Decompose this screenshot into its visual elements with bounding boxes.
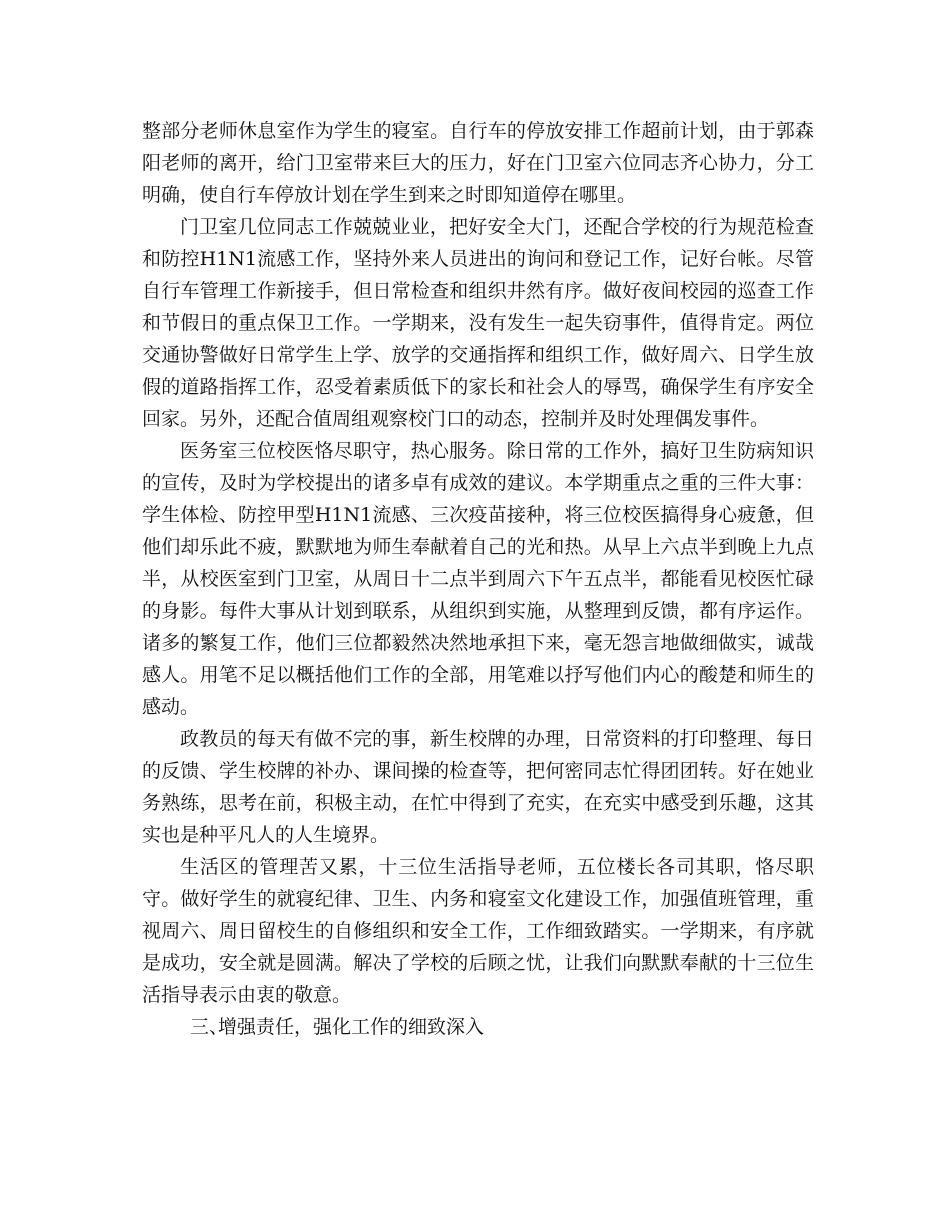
section-heading-text: 增强责任，强化工作的细致深入 bbox=[218, 1016, 485, 1038]
section-heading-number: 三、 bbox=[190, 1016, 229, 1038]
paragraph-clinic: 医务室三位校医恪尽职守，热心服务。除日常的工作外，搞好卫生防病知识的宣传，及时为学校提出的诸多卓有成效的建议。本学期重点之重的三件大事：学生体检、防控甲型H1N1流感、三次疫苗接种，将三位校医搞得身心疲惫，但他们却乐此不疲，默默地为师生奉献着自己的光和热。从早上六点半到晚上九点半，从校医室到门卫室，从周日十二点半到周六下午五点半，都能看见校医忙碌的身影。每件大事从计划到联系，从组织到实施，从整理到反馈，都有序运作。诸多的繁复工作，他们三位都毅然决然地承担下来，毫无怨言地做细做实，诚哉感人。用笔不足以概括他们工作的全部，用笔难以抒写他们内心的酸楚和师生的感动。 bbox=[142, 440, 814, 718]
section-heading bbox=[142, 1011, 814, 1043]
paragraph-continued: 整部分老师休息室作为学生的寝室。自行车的停放安排工作超前计划，由于郭森阳老师的离开，给门卫室带来巨大的压力，好在门卫室六位同志齐心协力，分工明确，使自行车停放计划在学生到来之时即知道停在哪里。 bbox=[142, 120, 814, 206]
paragraph-gatehouse: 门卫室几位同志工作兢兢业业，把好安全大门，还配合学校的行为规范检查和防控H1N1流感工作，坚持外来人员进出的询问和登记工作，记好台帐。尽管自行车管理工作新接手，但日常检查和组织井然有序。做好夜间校园的巡查工作和节假日的重点保卫工作。一学期来，没有发生一起失窃事件，值得肯定。两位交通协警做好日常学生上学、放学的交通指挥和组织工作，做好周六、日学生放假的道路指挥工作，忍受着素质低下的家长和社会人的辱骂，确保学生有序安全回家。另外，还配合值周组观察校门口的动态，控制并及时处理偶发事件。 bbox=[142, 216, 814, 430]
paragraph-living-area: 生活区的管理苦又累，十三位生活指导老师，五位楼长各司其职，恪尽职守。做好学生的就寝纪律、卫生、内务和寝室文化建设工作，加强值班管理，重视周六、周日留校生的自修组织和安全工作，工作细致踏实。一学期来，有序就是成功，安全就是圆满。解决了学校的后顾之忧，让我们向默默奉献的十三位生活指导表示由衷的敬意。 bbox=[142, 856, 814, 1006]
paragraph-political-staff: 政教员的每天有做不完的事，新生校牌的办理，日常资料的打印整理、每日的反馈、学生校牌的补办、课间操的检查等，把何密同志忙得团团转。好在她业务熟练，思考在前，积极主动，在忙中得到了充实，在充实中感受到乐趣，这其实也是种平凡人的人生境界。 bbox=[142, 728, 814, 846]
document-page bbox=[142, 115, 814, 1043]
